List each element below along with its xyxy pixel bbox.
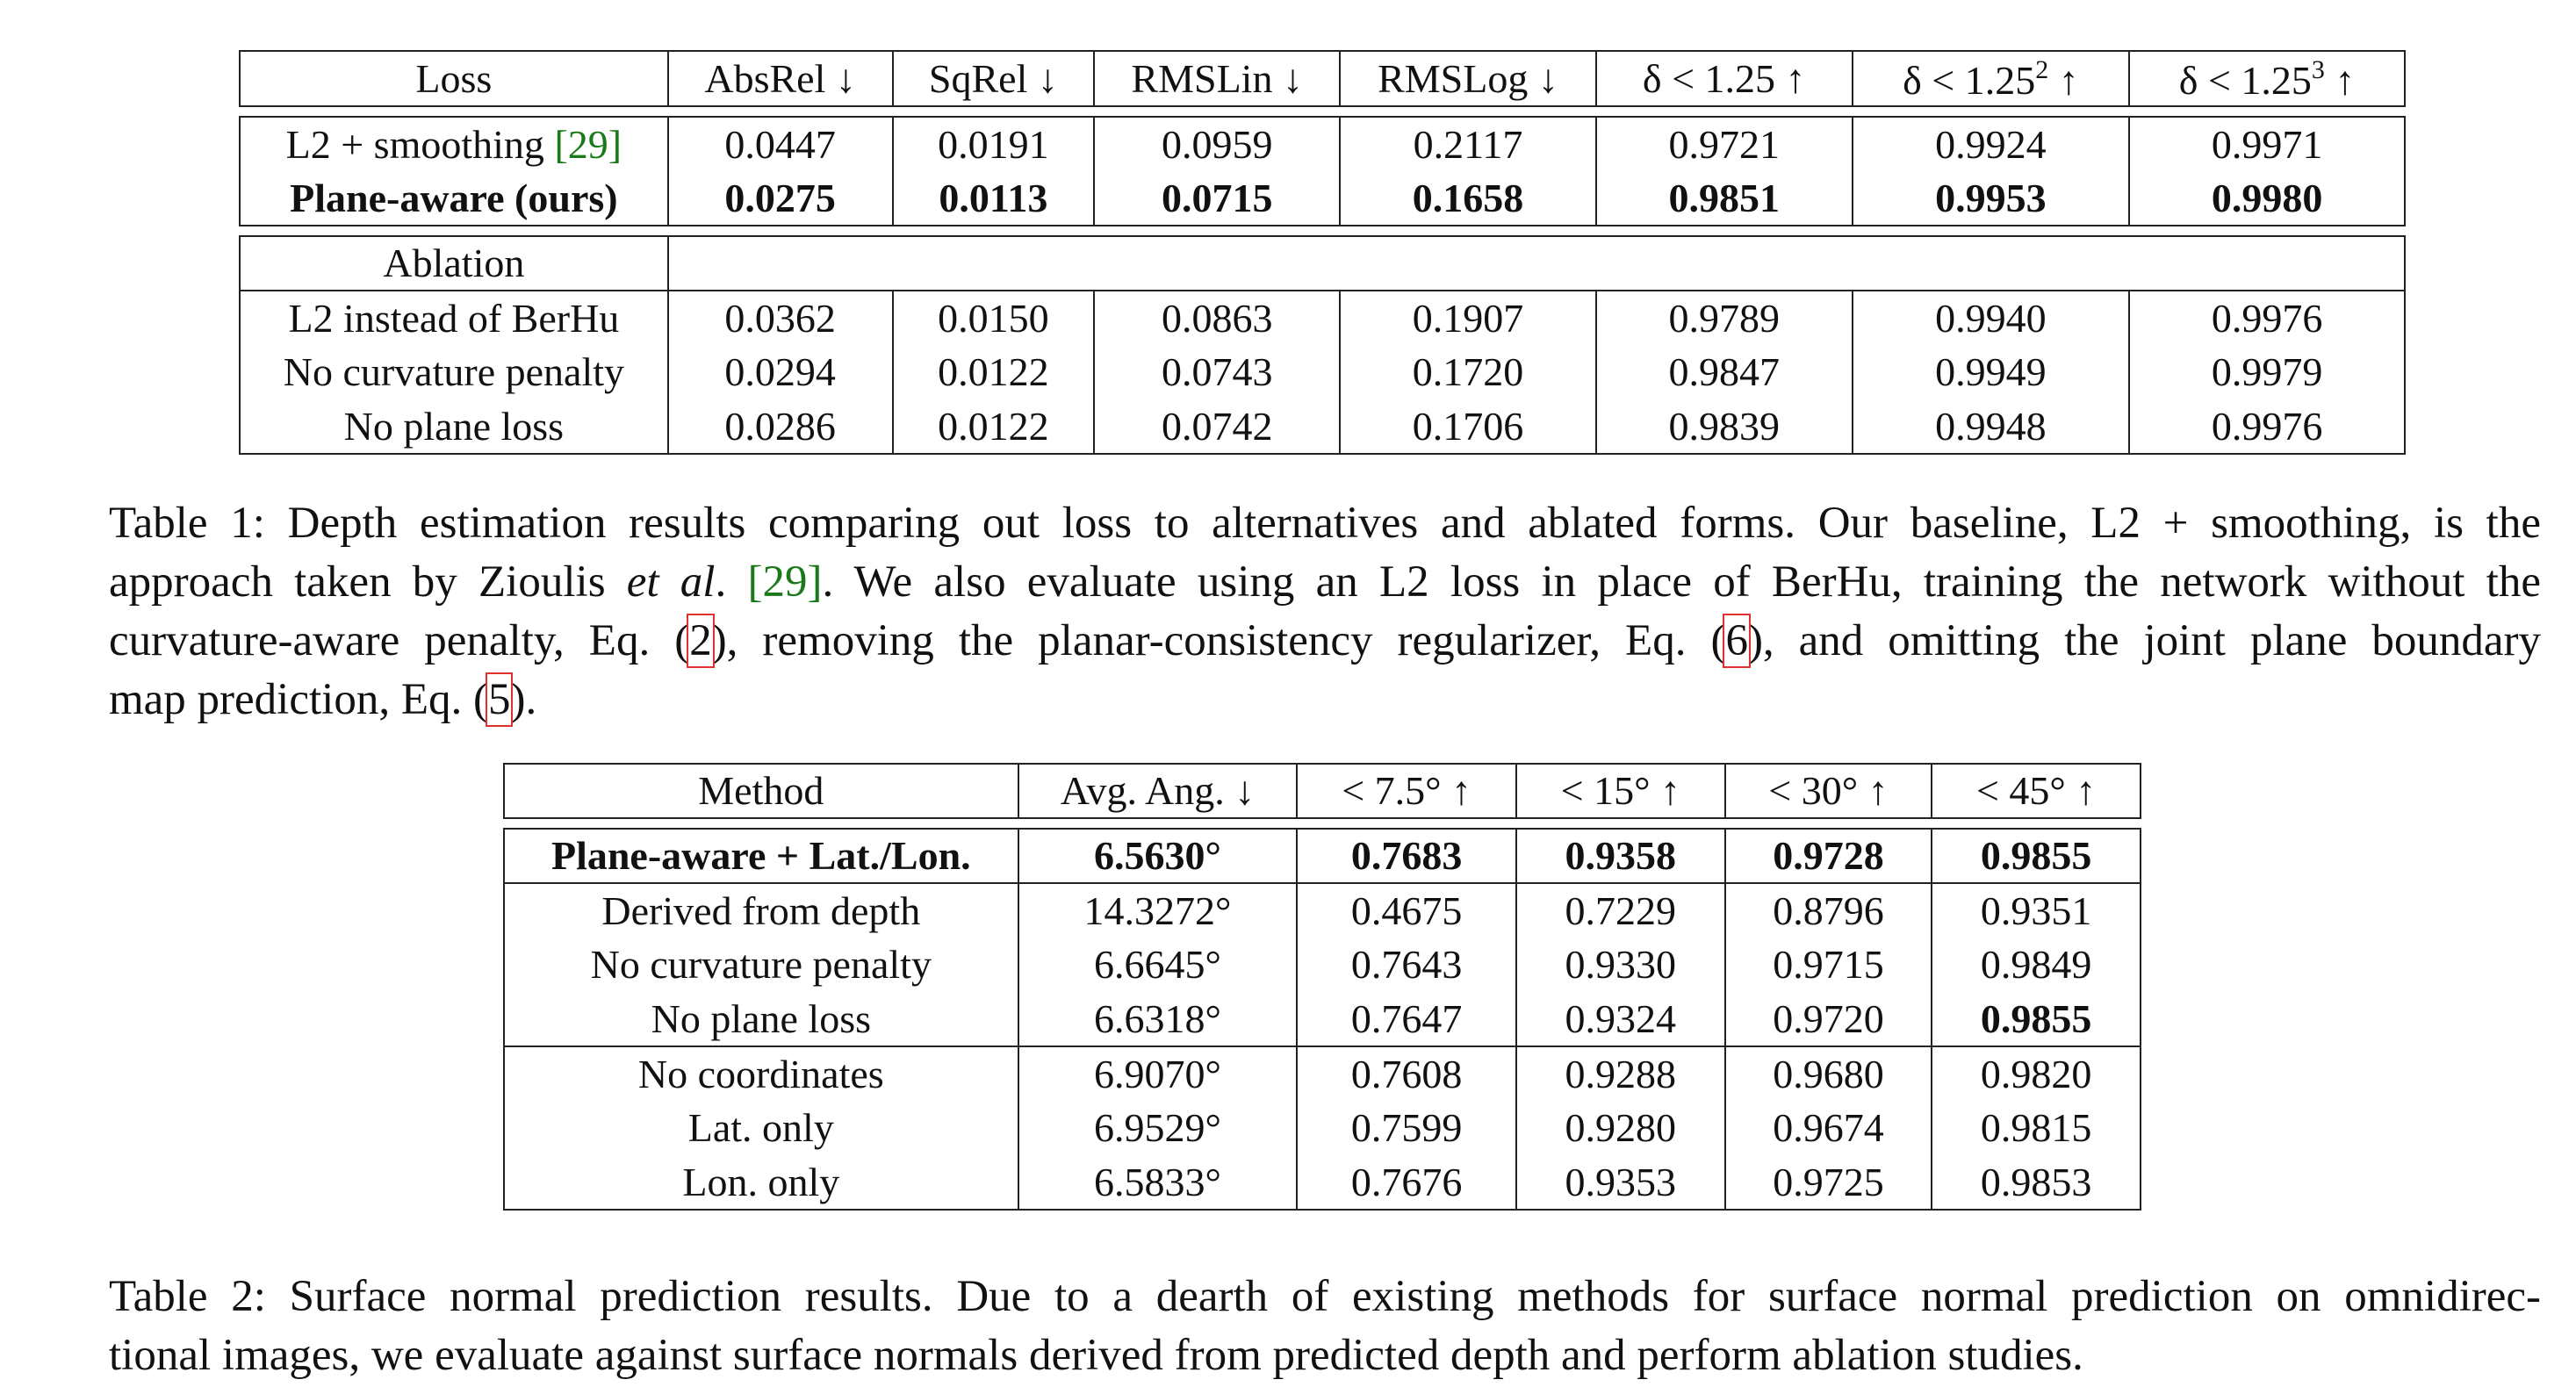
table-row bbox=[240, 345, 2405, 399]
table-row bbox=[504, 829, 2141, 883]
method-cell: Plane-aware + Lat./Lon. bbox=[504, 829, 1018, 883]
value-cell: 0.9976 bbox=[2129, 399, 2405, 454]
value-cell: 0.9815 bbox=[1932, 1101, 2141, 1155]
value-cell: 0.7676 bbox=[1297, 1155, 1516, 1210]
value-cell: 0.4675 bbox=[1297, 883, 1516, 938]
table-1 bbox=[239, 50, 2406, 455]
value-cell: 0.9725 bbox=[1725, 1155, 1932, 1210]
value-cell: 0.9847 bbox=[1596, 345, 1853, 399]
method-cell: No coordinates bbox=[504, 1046, 1018, 1101]
value-cell: 0.9280 bbox=[1516, 1101, 1725, 1155]
method-cell: No curvature penalty bbox=[504, 938, 1018, 992]
header-7-5: < 7.5° ↑ bbox=[1297, 764, 1516, 818]
header-delta-3: $\delta < 1.25^3$ ↑ bbox=[2129, 51, 2405, 106]
value-cell: 0.0150 bbox=[893, 291, 1095, 345]
table-row bbox=[240, 117, 2405, 171]
header-45: < 45° ↑ bbox=[1932, 764, 2141, 818]
header-rmslin: RMSLin ↓ bbox=[1094, 51, 1340, 106]
header-avg-ang: Avg. Ang. ↓ bbox=[1018, 764, 1298, 818]
value-cell: 0.9940 bbox=[1853, 291, 2130, 345]
value-cell: 14.3272° bbox=[1018, 883, 1298, 938]
value-cell: 6.6318° bbox=[1018, 992, 1298, 1046]
value-cell: 0.7229 bbox=[1516, 883, 1725, 938]
value-cell: 0.9358 bbox=[1516, 829, 1725, 883]
value-cell: 0.9855 bbox=[1932, 992, 2141, 1046]
value-cell: 0.1706 bbox=[1340, 399, 1596, 454]
header-rmslog: RMSLog ↓ bbox=[1340, 51, 1596, 106]
value-cell: 0.9324 bbox=[1516, 992, 1725, 1046]
value-cell: 0.0959 bbox=[1094, 117, 1340, 171]
value-cell: 6.6645° bbox=[1018, 938, 1298, 992]
value-cell: 0.9851 bbox=[1596, 171, 1853, 226]
header-delta-2: $\delta < 1.25^2$ ↑ bbox=[1853, 51, 2130, 106]
value-cell: 6.5833° bbox=[1018, 1155, 1298, 1210]
value-cell: 6.9070° bbox=[1018, 1046, 1298, 1101]
header-sqrel: SqRel ↓ bbox=[893, 51, 1095, 106]
value-cell: 0.0286 bbox=[668, 399, 893, 454]
citation-link[interactable]: [29] bbox=[554, 121, 622, 167]
equation-link[interactable]: 5 bbox=[487, 675, 511, 724]
value-cell: 0.9953 bbox=[1853, 171, 2130, 226]
value-cell: 0.9674 bbox=[1725, 1101, 1932, 1155]
caption-line: map prediction, Eq. (5). bbox=[109, 675, 537, 724]
header-absrel: AbsRel ↓ bbox=[668, 51, 893, 106]
header-loss: Loss bbox=[240, 51, 668, 106]
value-cell: 0.9948 bbox=[1853, 399, 2130, 454]
value-cell: 0.9849 bbox=[1932, 938, 2141, 992]
value-cell: 0.9330 bbox=[1516, 938, 1725, 992]
header-delta-1: δ < 1.25 ↑ bbox=[1596, 51, 1853, 106]
table-1-header-row bbox=[240, 51, 2405, 106]
method-cell: Derived from depth bbox=[504, 883, 1018, 938]
table-1-caption bbox=[109, 494, 2541, 729]
value-cell: 0.7643 bbox=[1297, 938, 1516, 992]
value-cell: 0.0863 bbox=[1094, 291, 1340, 345]
value-cell: 0.9949 bbox=[1853, 345, 2130, 399]
header-30: < 30° ↑ bbox=[1725, 764, 1932, 818]
value-cell: 0.0191 bbox=[893, 117, 1095, 171]
equation-link[interactable]: 2 bbox=[689, 616, 712, 665]
value-cell: 0.0122 bbox=[893, 345, 1095, 399]
value-cell: 0.9924 bbox=[1853, 117, 2130, 171]
value-cell: 0.9979 bbox=[2129, 345, 2405, 399]
header-method: Method bbox=[504, 764, 1018, 818]
header-15: < 15° ↑ bbox=[1516, 764, 1725, 818]
method-cell: Lon. only bbox=[504, 1155, 1018, 1210]
caption-line: Table 1: Depth estimation results comparing out loss to alternatives and ablated forms. Our baseline, L2 + smoothing, is the bbox=[109, 499, 2541, 548]
value-cell: 0.0715 bbox=[1094, 171, 1340, 226]
value-cell: 0.9353 bbox=[1516, 1155, 1725, 1210]
value-cell: 0.1658 bbox=[1340, 171, 1596, 226]
table-row bbox=[504, 883, 2141, 938]
value-cell: 0.9971 bbox=[2129, 117, 2405, 171]
value-cell: 0.7608 bbox=[1297, 1046, 1516, 1101]
value-cell: 0.0742 bbox=[1094, 399, 1340, 454]
value-cell: 0.0275 bbox=[668, 171, 893, 226]
ablation-empty bbox=[668, 236, 2405, 291]
value-cell: 0.0743 bbox=[1094, 345, 1340, 399]
value-cell: 0.9789 bbox=[1596, 291, 1853, 345]
value-cell: 6.5630° bbox=[1018, 829, 1298, 883]
table-row bbox=[504, 1101, 2141, 1155]
value-cell: 0.9853 bbox=[1932, 1155, 2141, 1210]
loss-cell: L2 instead of BerHu bbox=[240, 291, 668, 345]
value-cell: 0.9976 bbox=[2129, 291, 2405, 345]
table-row bbox=[504, 1155, 2141, 1210]
table-row bbox=[240, 171, 2405, 226]
value-cell: 0.0294 bbox=[668, 345, 893, 399]
value-cell: 0.9855 bbox=[1932, 829, 2141, 883]
value-cell: 0.0447 bbox=[668, 117, 893, 171]
table-row bbox=[240, 291, 2405, 345]
value-cell: 0.7599 bbox=[1297, 1101, 1516, 1155]
ablation-header-row bbox=[240, 236, 2405, 291]
method-cell: No plane loss bbox=[504, 992, 1018, 1046]
loss-cell: No curvature penalty bbox=[240, 345, 668, 399]
loss-cell: Plane-aware (ours) bbox=[240, 171, 668, 226]
value-cell: 0.8796 bbox=[1725, 883, 1932, 938]
equation-link[interactable]: 6 bbox=[1725, 616, 1748, 665]
loss-cell: L2 + smoothing [29] bbox=[240, 117, 668, 171]
value-cell: 0.7647 bbox=[1297, 992, 1516, 1046]
citation-link[interactable]: [29] bbox=[747, 557, 823, 607]
table-2-header-row bbox=[504, 764, 2141, 818]
loss-cell: No plane loss bbox=[240, 399, 668, 454]
ablation-label: Ablation bbox=[240, 236, 668, 291]
method-cell: Lat. only bbox=[504, 1101, 1018, 1155]
value-cell: 0.9980 bbox=[2129, 171, 2405, 226]
caption-line: curvature-aware penalty, Eq. (2), removing the planar-consistency regularizer, Eq. (6), and omitting the joint plane boundary bbox=[109, 616, 2542, 665]
table-2-caption bbox=[109, 1268, 2541, 1385]
value-cell: 0.9721 bbox=[1596, 117, 1853, 171]
value-cell: 0.9680 bbox=[1725, 1046, 1932, 1101]
value-cell: 0.9839 bbox=[1596, 399, 1853, 454]
caption-line: approach taken by Zioulis et al. [29]. We also evaluate using an L2 loss in place of BerHu, training the network without the bbox=[109, 557, 2541, 607]
table-2 bbox=[503, 763, 2141, 1211]
value-cell: 0.9720 bbox=[1725, 992, 1932, 1046]
value-cell: 6.9529° bbox=[1018, 1101, 1298, 1155]
caption-line: tional images, we evaluate against surface normals derived from predicted depth and perform ablation studies. bbox=[109, 1331, 2083, 1380]
value-cell: 0.0122 bbox=[893, 399, 1095, 454]
value-cell: 0.9728 bbox=[1725, 829, 1932, 883]
table-row bbox=[504, 1046, 2141, 1101]
value-cell: 0.0113 bbox=[893, 171, 1095, 226]
value-cell: 0.9715 bbox=[1725, 938, 1932, 992]
caption-line: Table 2: Surface normal prediction results. Due to a dearth of existing methods for surface normal prediction on omnidirec- bbox=[109, 1272, 2541, 1321]
value-cell: 0.0362 bbox=[668, 291, 893, 345]
value-cell: 0.2117 bbox=[1340, 117, 1596, 171]
table-row bbox=[240, 399, 2405, 454]
value-cell: 0.9288 bbox=[1516, 1046, 1725, 1101]
value-cell: 0.7683 bbox=[1297, 829, 1516, 883]
table-row bbox=[504, 992, 2141, 1046]
value-cell: 0.9351 bbox=[1932, 883, 2141, 938]
value-cell: 0.9820 bbox=[1932, 1046, 2141, 1101]
value-cell: 0.1907 bbox=[1340, 291, 1596, 345]
table-row bbox=[504, 938, 2141, 992]
value-cell: 0.1720 bbox=[1340, 345, 1596, 399]
